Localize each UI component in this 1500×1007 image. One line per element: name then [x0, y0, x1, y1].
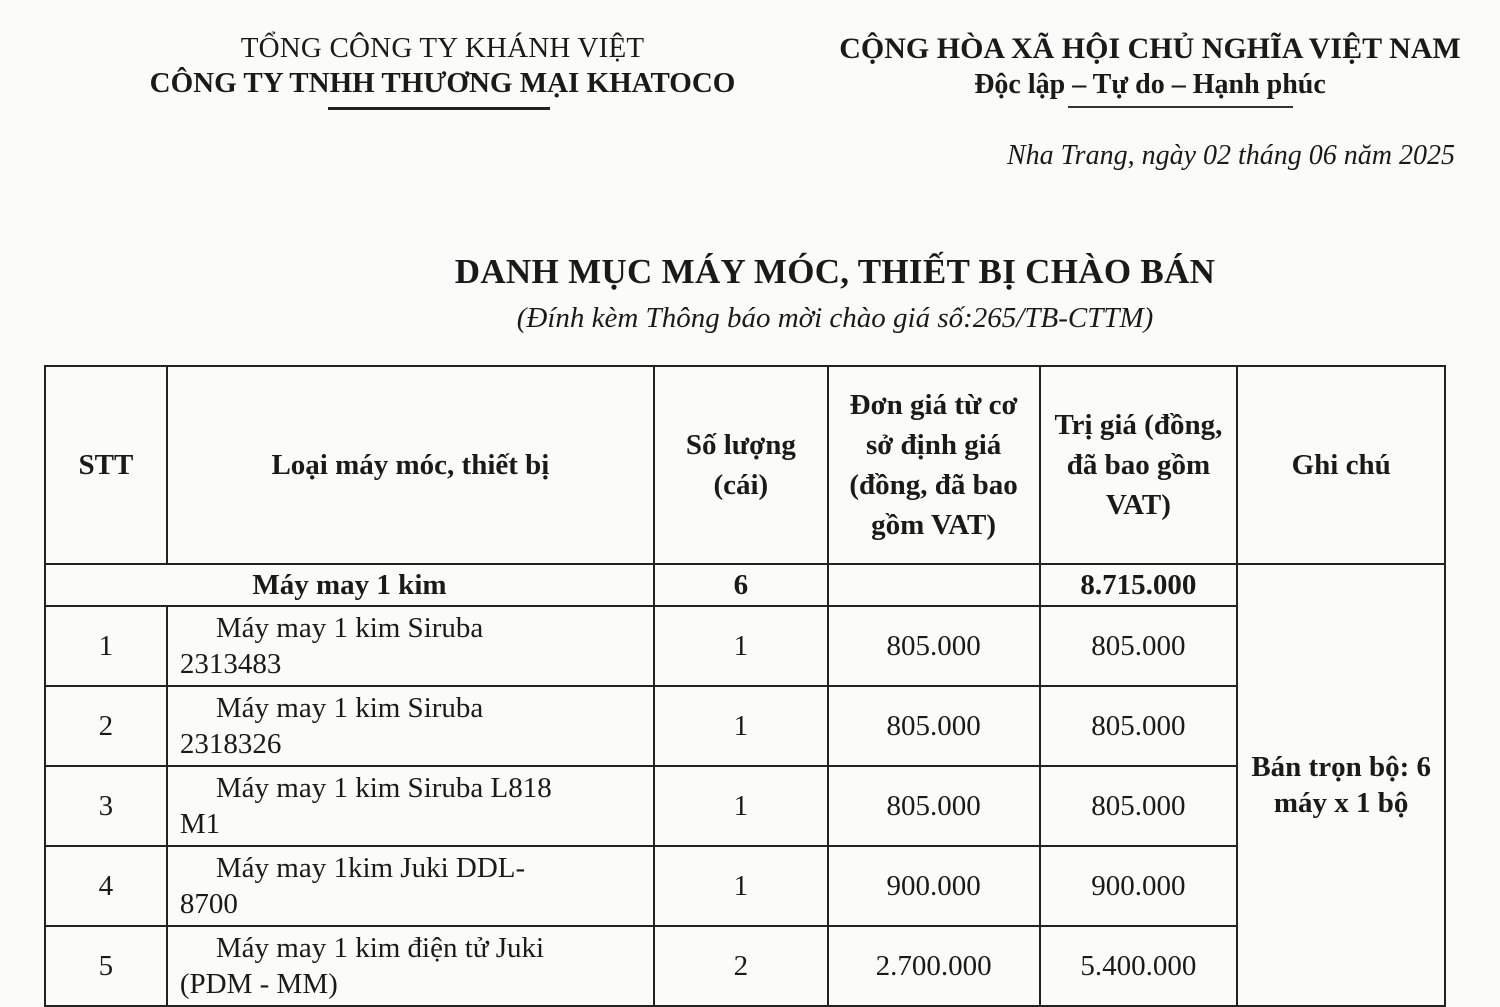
row-value: 805.000 [1040, 766, 1238, 846]
row-stt: 3 [45, 766, 167, 846]
row-name-line2: 8700 [179, 888, 238, 920]
header-underline [328, 107, 550, 110]
row-value: 900.000 [1040, 846, 1238, 926]
national-motto: Độc lập – Tự do – Hạnh phúc [974, 69, 1326, 100]
row-name-line1: Máy may 1 kim Siruba L818 [215, 772, 552, 804]
table-row [45, 846, 1445, 926]
row-name [167, 606, 654, 686]
row-name [167, 686, 654, 766]
row-name-line1: Máy may 1 kim Siruba [215, 692, 484, 724]
row-name-line2: 2313483 [179, 648, 282, 680]
row-unit-price: 805.000 [828, 686, 1040, 766]
row-stt: 1 [45, 606, 167, 686]
row-name-line2: (PDM - MM) [179, 968, 338, 1000]
col-header-value: Trị giá (đồng, đã bao gồm VAT) [1040, 366, 1238, 564]
row-qty: 1 [654, 686, 828, 766]
row-stt: 2 [45, 686, 167, 766]
row-name-line1: Máy may 1kim Juki DDL- [215, 852, 526, 884]
row-name [167, 846, 654, 926]
national-title: CỘNG HÒA XÃ HỘI CHỦ NGHĨA VIỆT NAM [839, 32, 1461, 65]
row-name [167, 926, 654, 1006]
group-unit-price [828, 564, 1040, 606]
row-name [167, 766, 654, 846]
issuer-header [110, 30, 775, 100]
row-unit-price: 805.000 [828, 606, 1040, 686]
row-stt: 5 [45, 926, 167, 1006]
group-value: 8.715.000 [1040, 564, 1238, 606]
col-header-type: Loại máy móc, thiết bị [167, 366, 654, 564]
row-qty: 2 [654, 926, 828, 1006]
table-row [45, 686, 1445, 766]
table-row [45, 606, 1445, 686]
col-header-stt: STT [45, 366, 167, 564]
table-row [45, 766, 1445, 846]
col-header-note: Ghi chú [1237, 366, 1445, 564]
table-header-row [45, 366, 1445, 564]
row-qty: 1 [654, 766, 828, 846]
row-stt: 4 [45, 846, 167, 926]
row-name-line1: Máy may 1 kim Siruba [215, 612, 484, 644]
group-note: Bán trọn bộ: 6 máy x 1 bộ [1237, 564, 1445, 1006]
row-unit-price: 805.000 [828, 766, 1040, 846]
row-value: 5.400.000 [1040, 926, 1238, 1006]
document-subtitle: (Đính kèm Thông báo mời chào giá số:265/TB-CTTM) [516, 302, 1154, 334]
row-value: 805.000 [1040, 686, 1238, 766]
group-qty: 6 [654, 564, 828, 606]
motto-underline [1068, 106, 1293, 108]
row-unit-price: 900.000 [828, 846, 1040, 926]
row-name-line1: Máy may 1 kim điện tử Juki [215, 932, 545, 964]
document-title: DANH MỤC MÁY MÓC, THIẾT BỊ CHÀO BÁN [454, 252, 1216, 291]
company-name: CÔNG TY TNHH THƯƠNG MẠI KHATOCO [149, 67, 736, 99]
table-row [45, 926, 1445, 1006]
row-name-line2: M1 [179, 808, 221, 840]
parent-company-name: TỔNG CÔNG TY KHÁNH VIỆT [240, 32, 645, 64]
row-value: 805.000 [1040, 606, 1238, 686]
row-qty: 1 [654, 846, 828, 926]
date-line: Nha Trang, ngày 02 tháng 06 năm 2025 [1006, 140, 1455, 171]
row-unit-price: 2.700.000 [828, 926, 1040, 1006]
col-header-qty: Số lượng (cái) [654, 366, 828, 564]
group-row [45, 564, 1445, 606]
national-header [815, 30, 1485, 102]
row-qty: 1 [654, 606, 828, 686]
col-header-unit-price: Đơn giá từ cơ sở định giá (đồng, đã bao gồm VAT) [828, 366, 1040, 564]
group-name: Máy may 1 kim [45, 564, 654, 606]
equipment-table [44, 365, 1446, 1007]
row-name-line2: 2318326 [179, 728, 282, 760]
